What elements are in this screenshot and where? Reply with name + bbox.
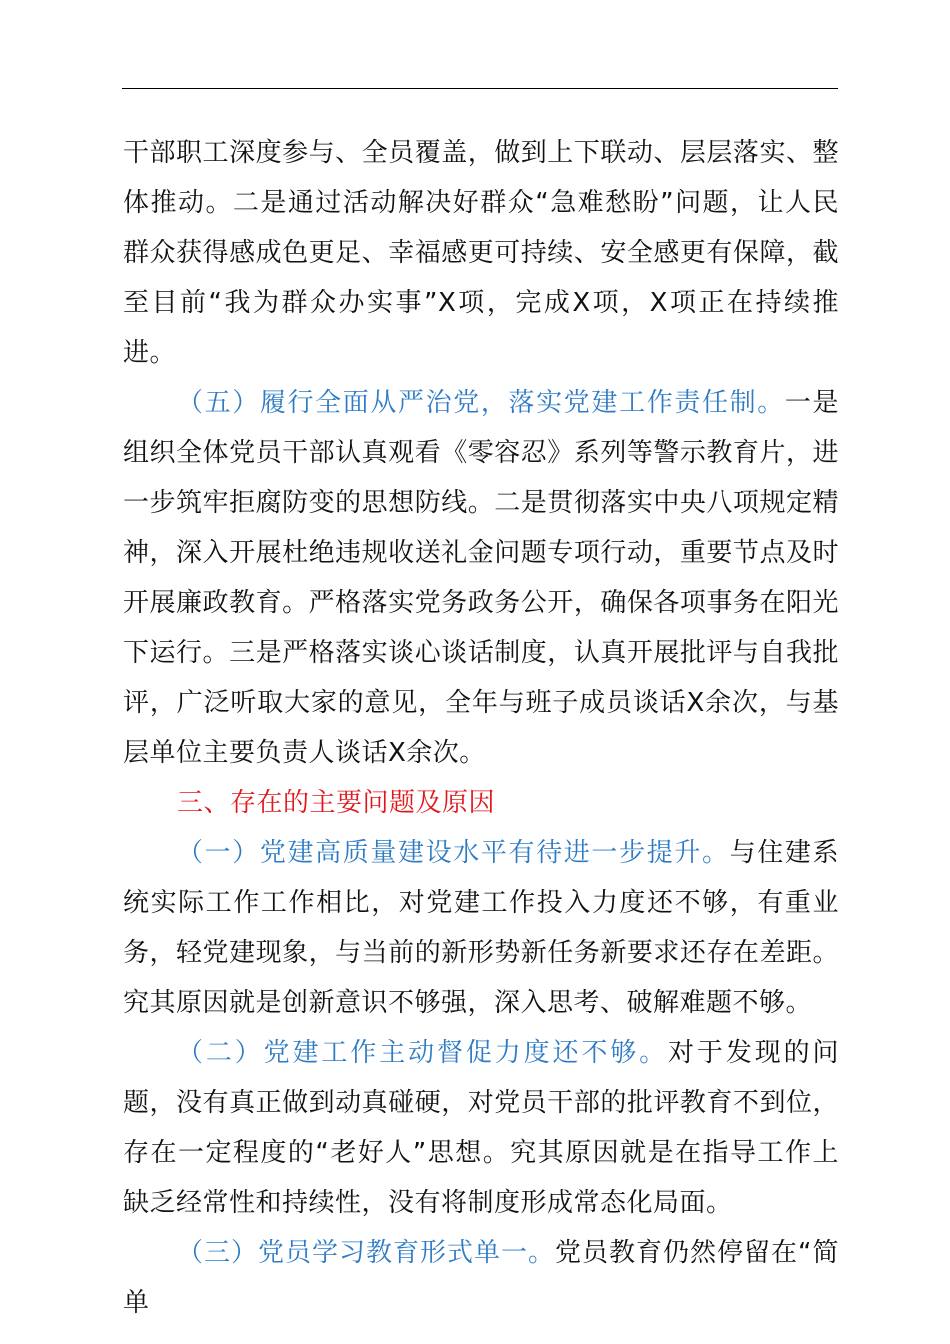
paragraph-text: 与住建系统实际工作工作相比，对党建工作投入力度还不够，有重业务，轻党建现象，与当前的新形势新任务新要求还存在差距。究其原因就是创新意识不够强，深入思考、破解难题不够。 [123,838,839,1018]
header-rule [122,88,838,89]
subheading-problem-two: （二）党建工作主动督促力度还不够。 [177,1038,669,1068]
document-body [123,128,839,1328]
paragraph-text: 党员教育仍然停留在“简单 [123,1238,839,1318]
paragraph-continuation [123,128,839,378]
subheading-problem-three: （三）党员学习教育形式单一。 [177,1238,556,1268]
paragraph-text: 一是组织全体党员干部认真观看《零容忍》系列等警示教育片，进一步筑牢拒腐防变的思想防线。二是贯彻落实中央八项规定精神，深入开展杜绝违规收送礼金问题专项行动，重要节点及时开展廉政教育。严格落实党务政务公开，确保各项事务在阳光下运行。三是严格落实谈心谈话制度，认真开展批评与自我批评，广泛听取大家的意见，全年与班子成员谈话X余次，与基层单位主要负责人谈话X余次。 [123,388,839,768]
paragraph-problem-two [123,1028,839,1228]
subheading-problem-one: （一）党建高质量建设水平有待进一步提升。 [177,838,730,868]
paragraph-text: 干部职工深度参与、全员覆盖，做到上下联动、层层落实、整体推动。二是通过活动解决好群众“急难愁盼”问题，让人民群众获得感成色更足、幸福感更可持续、安全感更有保障，截至目前“我为群众办实事”X项，完成X项，X项正在持续推进。 [123,138,839,368]
section-heading-three: 三、存在的主要问题及原因 [177,788,496,818]
paragraph-five [123,378,839,778]
paragraph-text: 对于发现的问题，没有真正做到动真碰硬，对党员干部的批评教育不到位，存在一定程度的“老好人”思想。究其原因就是在指导工作上缺乏经常性和持续性，没有将制度形成常态化局面。 [123,1038,839,1218]
paragraph-problem-three [123,1228,839,1328]
paragraph-problem-one [123,828,839,1028]
subheading-five: （五）履行全面从严治党，落实党建工作责任制。 [177,388,785,418]
